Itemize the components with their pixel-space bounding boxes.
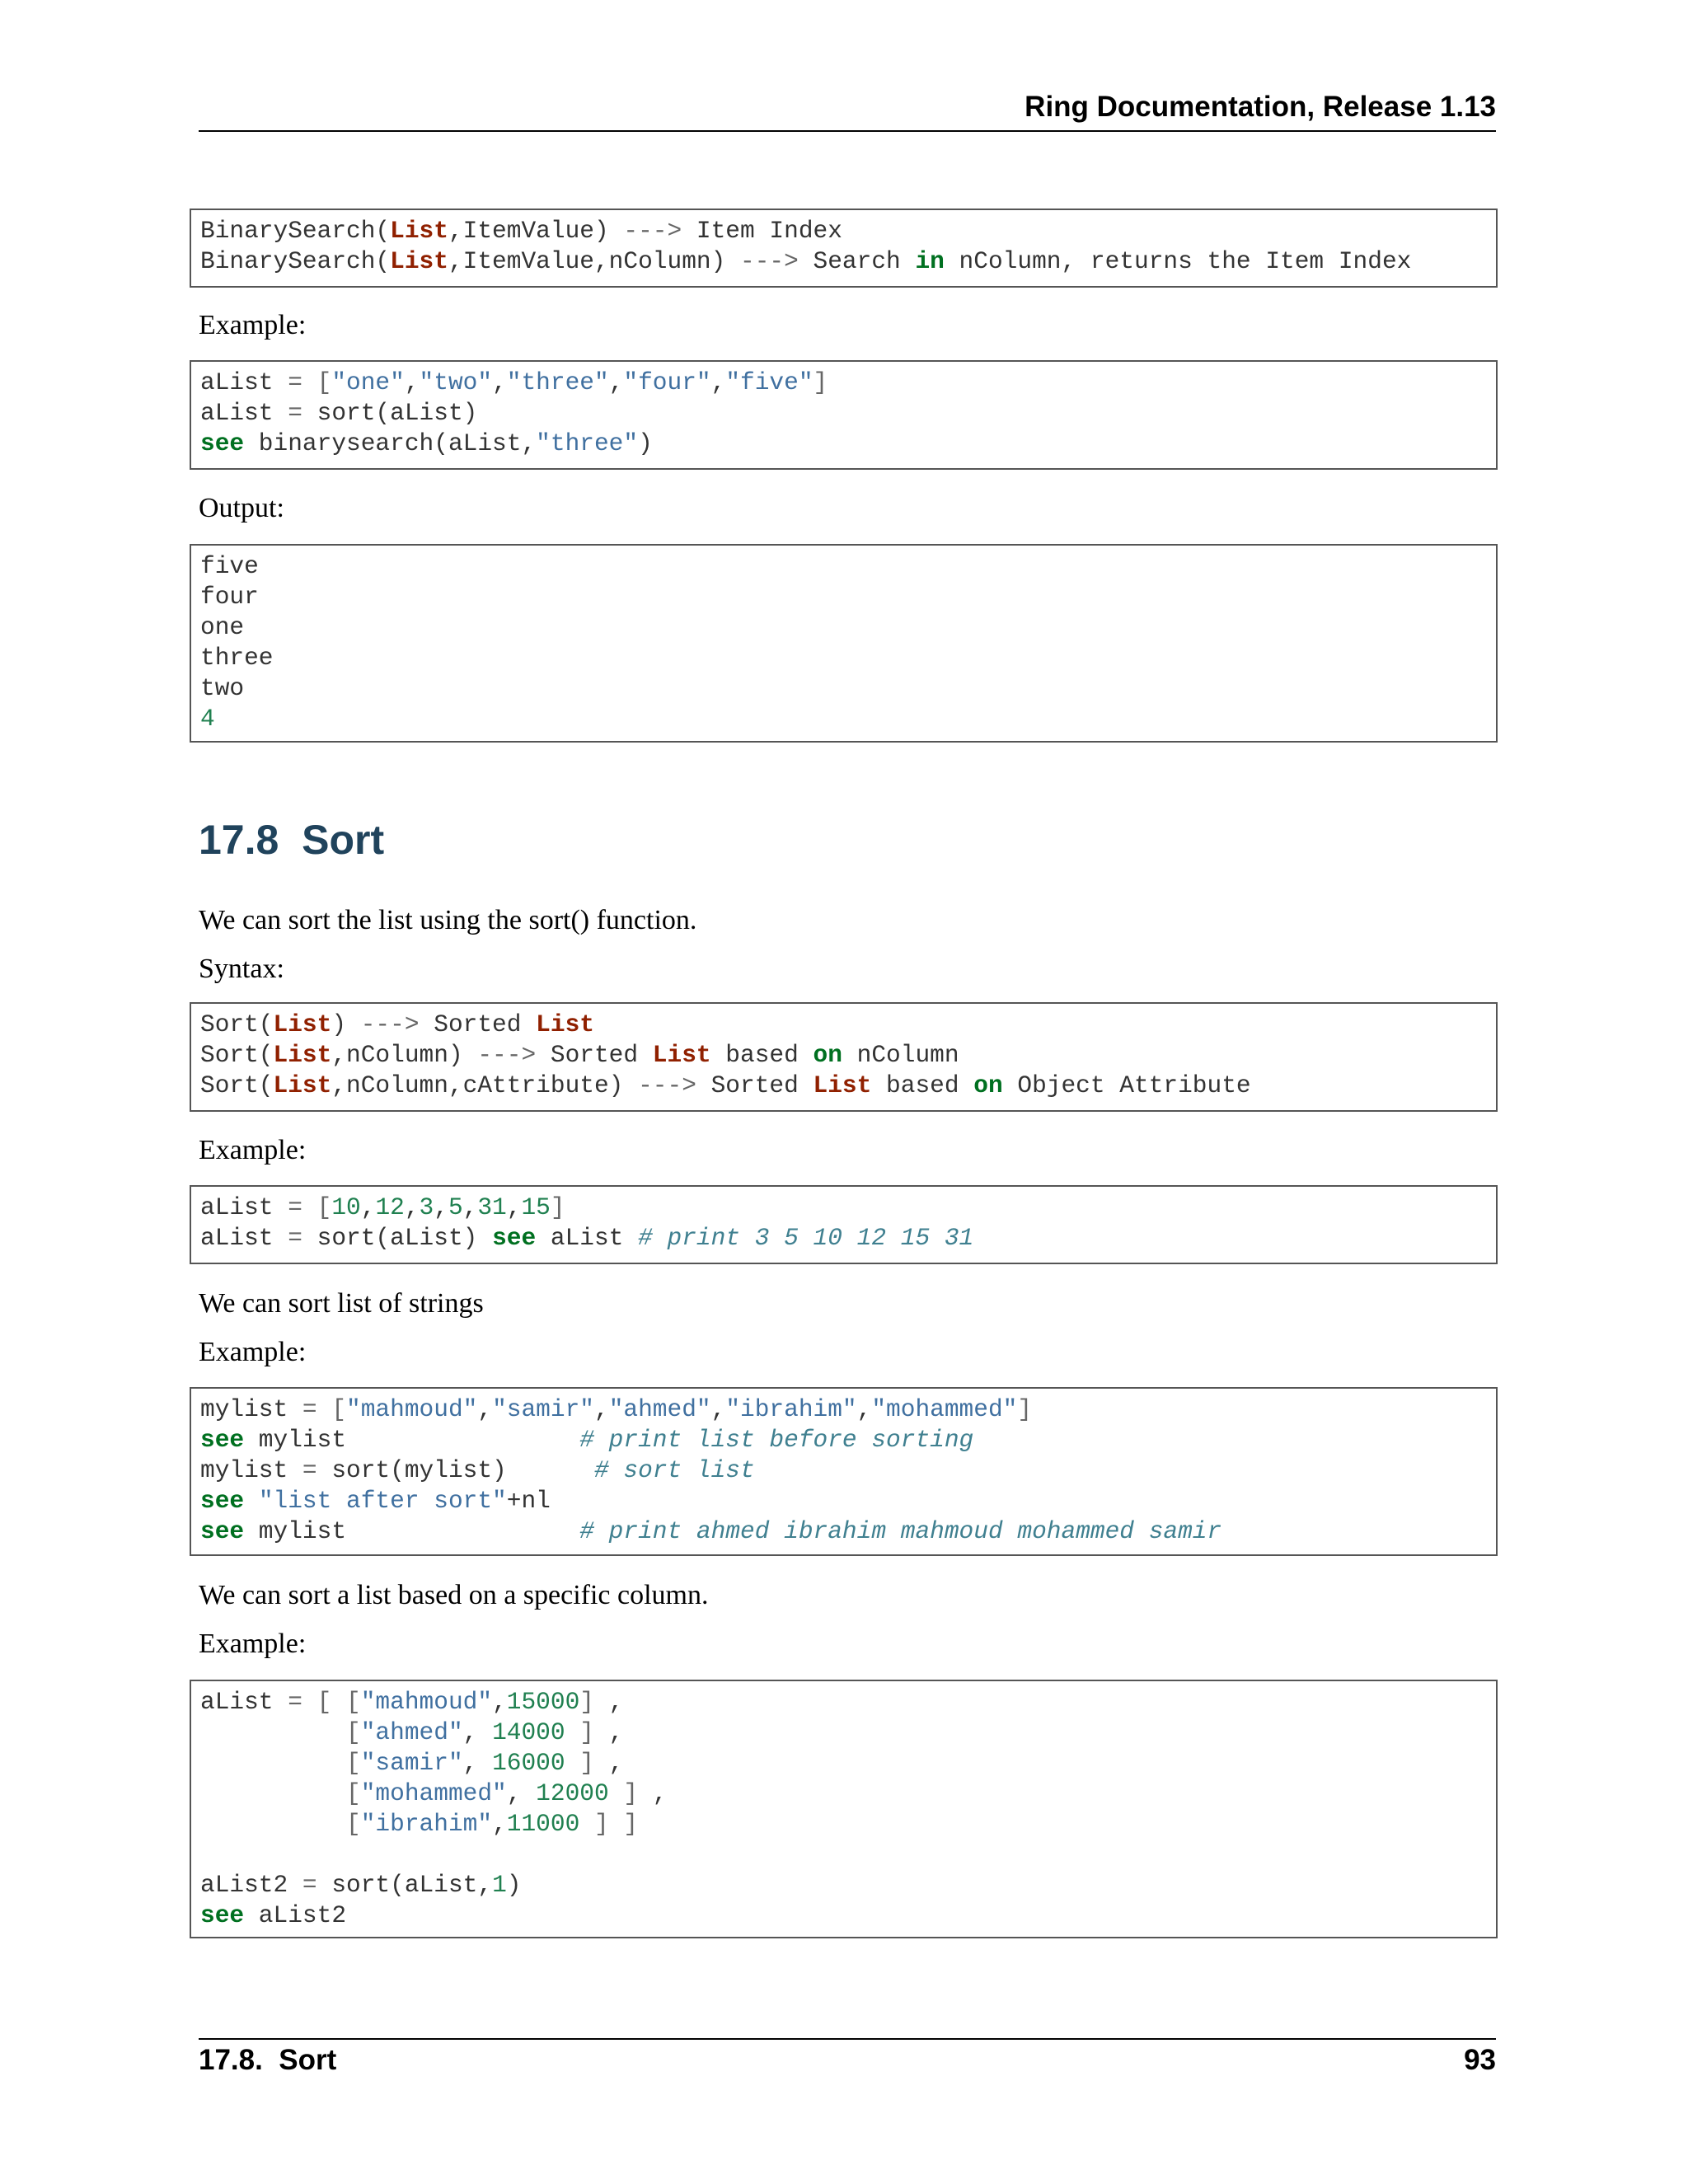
section-heading	[199, 816, 384, 864]
header-rule	[199, 130, 1496, 132]
code-token: 12000	[536, 1779, 609, 1807]
code-token: ,	[593, 1395, 609, 1423]
code-token: mylist	[244, 1426, 580, 1454]
code-token: ]	[579, 1688, 594, 1716]
code-line	[200, 1071, 1496, 1101]
code-token: 31	[477, 1193, 507, 1221]
code-token: mylist	[200, 1456, 302, 1484]
code-token: see	[200, 1487, 245, 1515]
code-token: 3	[419, 1193, 434, 1221]
code-line	[200, 1748, 1496, 1779]
code-token: =	[288, 1688, 302, 1716]
code-token: Search	[798, 247, 916, 275]
binarysearch-output-block	[190, 544, 1498, 743]
code-token: nColumn	[842, 1041, 959, 1069]
code-token: on	[813, 1041, 842, 1069]
code-token	[244, 1487, 259, 1515]
code-token	[200, 1810, 346, 1838]
code-token: aList	[536, 1224, 639, 1252]
code-token: List	[273, 1071, 332, 1099]
code-line	[200, 1193, 1496, 1223]
code-token: --->	[740, 247, 799, 275]
code-line	[200, 1040, 1496, 1071]
code-token: Sorted	[536, 1041, 653, 1069]
code-token: "mahmoud"	[346, 1395, 478, 1423]
code-token: one	[200, 613, 245, 641]
code-token: ,	[492, 1688, 507, 1716]
code-line	[200, 1223, 1496, 1254]
code-token: List	[390, 217, 448, 245]
code-token: aList	[200, 1193, 288, 1221]
code-token: ,	[506, 1779, 537, 1807]
code-token: 15000	[506, 1688, 580, 1716]
syntax-label: Syntax:	[199, 954, 284, 984]
code-token: ,	[462, 1718, 493, 1746]
section-title: Sort	[302, 817, 385, 863]
code-token: [	[346, 1779, 361, 1807]
code-line	[200, 1900, 1496, 1931]
code-token: # print list before sorting	[579, 1426, 974, 1454]
code-token: ,	[856, 1395, 872, 1423]
code-token	[579, 1810, 594, 1838]
code-line	[200, 1870, 1496, 1900]
code-token: # print 3 5 10 12 15 31	[638, 1224, 974, 1252]
code-token: [	[346, 1718, 361, 1746]
code-token	[200, 1749, 346, 1777]
code-token: Sort(	[200, 1041, 274, 1069]
code-token: ,	[404, 1193, 420, 1221]
code-token: "mohammed"	[360, 1779, 507, 1807]
code-token: four	[200, 583, 259, 611]
code-token: ]	[1017, 1395, 1033, 1423]
code-token: )	[331, 1010, 361, 1038]
code-token	[317, 1395, 332, 1423]
code-token: ]	[623, 1810, 639, 1838]
code-token: =	[288, 368, 302, 396]
code-line	[200, 1718, 1496, 1748]
code-token: three	[200, 644, 274, 672]
code-token: Sorted	[696, 1071, 814, 1099]
code-token: Sort(	[200, 1010, 274, 1038]
code-token: binarysearch(aList,	[244, 429, 537, 457]
code-token: =	[288, 1193, 302, 1221]
code-token: [	[316, 1193, 332, 1221]
code-token: --->	[638, 1071, 696, 1099]
code-line	[200, 368, 1496, 398]
sort-strings-example-block	[190, 1387, 1498, 1556]
code-token: see	[200, 429, 245, 457]
code-token: # sort list	[593, 1456, 755, 1484]
code-token	[609, 1810, 624, 1838]
code-token: "samir"	[492, 1395, 594, 1423]
code-line	[200, 1779, 1496, 1809]
code-token: )	[638, 429, 653, 457]
page-number: 93	[1464, 2044, 1496, 2076]
code-token: List	[273, 1010, 332, 1038]
code-token: 4	[200, 705, 215, 733]
code-token: +nl	[506, 1487, 551, 1515]
code-line	[200, 1455, 1496, 1486]
code-token: 14000	[492, 1718, 565, 1746]
code-token: --->	[623, 217, 682, 245]
code-token: 5	[448, 1193, 463, 1221]
code-token: two	[200, 674, 245, 702]
code-token	[200, 1779, 346, 1807]
code-token: see	[492, 1224, 537, 1252]
code-token: ,	[492, 368, 507, 396]
example-label: Example:	[199, 1337, 307, 1367]
code-token: ,	[477, 1395, 493, 1423]
code-line	[200, 582, 1496, 612]
output-label: Output:	[199, 493, 284, 523]
code-token: List	[652, 1041, 711, 1069]
code-token: "list after sort"	[258, 1487, 507, 1515]
code-token: "mahmoud"	[360, 1688, 493, 1716]
sort-numbers-example-block	[190, 1185, 1498, 1264]
code-token: "ahmed"	[360, 1718, 463, 1746]
code-token: aList	[200, 1688, 288, 1716]
code-token: "mohammed"	[871, 1395, 1018, 1423]
code-token: [	[346, 1749, 361, 1777]
code-token: ,	[506, 1193, 522, 1221]
code-token	[302, 1688, 317, 1716]
code-token: =	[288, 399, 302, 427]
code-token	[200, 1718, 346, 1746]
footer-rule	[199, 2038, 1496, 2040]
code-token: ,nColumn,cAttribute)	[331, 1071, 639, 1099]
strings-intro-paragraph: We can sort list of strings	[199, 1288, 484, 1319]
code-line	[200, 1425, 1496, 1455]
code-token: "ahmed"	[608, 1395, 711, 1423]
code-token: 10	[331, 1193, 361, 1221]
code-token: ]	[579, 1749, 594, 1777]
sort-syntax-block	[190, 1002, 1498, 1112]
code-token: Object Attribute	[1002, 1071, 1251, 1099]
code-token: "five"	[725, 368, 814, 396]
code-token: Item Index	[682, 217, 842, 245]
example-label: Example:	[199, 1135, 307, 1165]
code-token: see	[200, 1426, 245, 1454]
example-label: Example:	[199, 1629, 307, 1659]
code-token: =	[302, 1871, 317, 1899]
code-token: "two"	[419, 368, 493, 396]
code-token: BinarySearch(	[200, 217, 391, 245]
code-token: =	[288, 1224, 302, 1252]
code-token: "four"	[623, 368, 711, 396]
code-line	[200, 551, 1496, 582]
code-token: ,nColumn)	[331, 1041, 478, 1069]
code-token: --->	[360, 1010, 420, 1038]
code-token: List	[273, 1041, 332, 1069]
code-token: ,	[638, 1779, 668, 1807]
code-line	[200, 1516, 1496, 1547]
code-line	[200, 1486, 1496, 1516]
code-token: ]	[579, 1718, 594, 1746]
code-line	[200, 398, 1496, 429]
code-token: sort(aList)	[302, 1224, 493, 1252]
code-line	[200, 246, 1496, 277]
code-token: [	[346, 1810, 361, 1838]
code-token: [	[346, 1688, 361, 1716]
code-token: sort(aList)	[302, 399, 478, 427]
code-token: 16000	[492, 1749, 565, 1777]
code-token: Sorted	[419, 1010, 537, 1038]
code-token	[565, 1718, 580, 1746]
code-token	[302, 368, 317, 396]
code-token: ,ItemValue)	[448, 217, 624, 245]
code-token: [	[331, 1395, 347, 1423]
code-token: aList2	[244, 1901, 347, 1929]
code-token: ]	[550, 1193, 565, 1221]
code-token: "ibrahim"	[725, 1395, 857, 1423]
sort-column-example-block	[190, 1680, 1498, 1938]
code-token: ,	[593, 1718, 624, 1746]
code-token: aList	[200, 399, 288, 427]
code-line	[200, 1687, 1496, 1718]
code-token: on	[973, 1071, 1003, 1099]
code-token: ,	[492, 1810, 507, 1838]
code-token: see	[200, 1517, 245, 1545]
code-token: =	[302, 1395, 317, 1423]
code-line	[200, 216, 1496, 246]
code-token: )	[506, 1871, 522, 1899]
sort-intro-paragraph: We can sort the list using the sort() function.	[199, 905, 697, 935]
code-line	[200, 1840, 1496, 1870]
code-token: ,	[404, 368, 420, 396]
code-token: =	[302, 1456, 317, 1484]
code-line	[200, 612, 1496, 643]
code-token: ,	[710, 1395, 726, 1423]
code-token: ,	[593, 1688, 624, 1716]
column-intro-paragraph: We can sort a list based on a specific column.	[199, 1580, 709, 1610]
code-token: see	[200, 1901, 245, 1929]
code-token: aList	[200, 1224, 288, 1252]
code-token: ,	[608, 368, 624, 396]
code-token: 1	[492, 1871, 507, 1899]
code-token: BinarySearch(	[200, 247, 391, 275]
code-token: Sort(	[200, 1071, 274, 1099]
code-token: "samir"	[360, 1749, 463, 1777]
code-token: 11000	[506, 1810, 580, 1838]
code-token: ,	[593, 1749, 624, 1777]
running-header: Ring Documentation, Release 1.13	[1025, 91, 1496, 123]
code-token: mylist	[200, 1395, 302, 1423]
code-token: mylist	[244, 1517, 580, 1545]
code-token: five	[200, 552, 259, 580]
code-line	[200, 429, 1496, 459]
binarysearch-syntax-block	[190, 209, 1498, 288]
code-line	[200, 1809, 1496, 1840]
code-token	[302, 1193, 317, 1221]
code-line	[200, 673, 1496, 704]
code-token: 12	[375, 1193, 405, 1221]
code-token: --->	[477, 1041, 537, 1069]
code-token: ,	[360, 1193, 376, 1221]
code-token: "one"	[331, 368, 405, 396]
code-token: aList	[200, 368, 288, 396]
example-label: Example:	[199, 310, 307, 340]
code-token: ,	[462, 1193, 478, 1221]
code-token: ,	[434, 1193, 448, 1221]
code-token: ]	[813, 368, 828, 396]
code-token: based	[710, 1041, 814, 1069]
code-line	[200, 1010, 1496, 1040]
code-token: List	[536, 1010, 594, 1038]
code-token: ,	[462, 1749, 493, 1777]
code-token: based	[871, 1071, 974, 1099]
code-token: [	[316, 1688, 332, 1716]
code-token: List	[813, 1071, 872, 1099]
code-token	[609, 1779, 624, 1807]
code-token: ]	[623, 1779, 639, 1807]
code-token: List	[390, 247, 448, 275]
code-token: 15	[521, 1193, 551, 1221]
code-token: [	[316, 368, 332, 396]
code-line	[200, 643, 1496, 673]
code-token: aList2	[200, 1871, 302, 1899]
code-token: in	[915, 247, 945, 275]
code-token	[331, 1688, 346, 1716]
code-token: "three"	[506, 368, 609, 396]
code-token: nColumn, returns the Item Index	[944, 247, 1412, 275]
code-token: ]	[593, 1810, 609, 1838]
code-token: sort(mylist)	[316, 1456, 594, 1484]
footer-section-label: 17.8. Sort	[199, 2044, 337, 2076]
code-token	[565, 1749, 580, 1777]
code-token: ,ItemValue,nColumn)	[448, 247, 741, 275]
section-number: 17.8	[199, 817, 279, 863]
code-token: sort(aList,	[316, 1871, 493, 1899]
code-line	[200, 704, 1496, 734]
code-token: "three"	[536, 429, 639, 457]
code-line	[200, 1394, 1496, 1425]
code-token: # print ahmed ibrahim mahmoud mohammed samir	[579, 1517, 1222, 1545]
binarysearch-example-block	[190, 360, 1498, 470]
code-token: ,	[710, 368, 726, 396]
code-token: "ibrahim"	[360, 1810, 493, 1838]
